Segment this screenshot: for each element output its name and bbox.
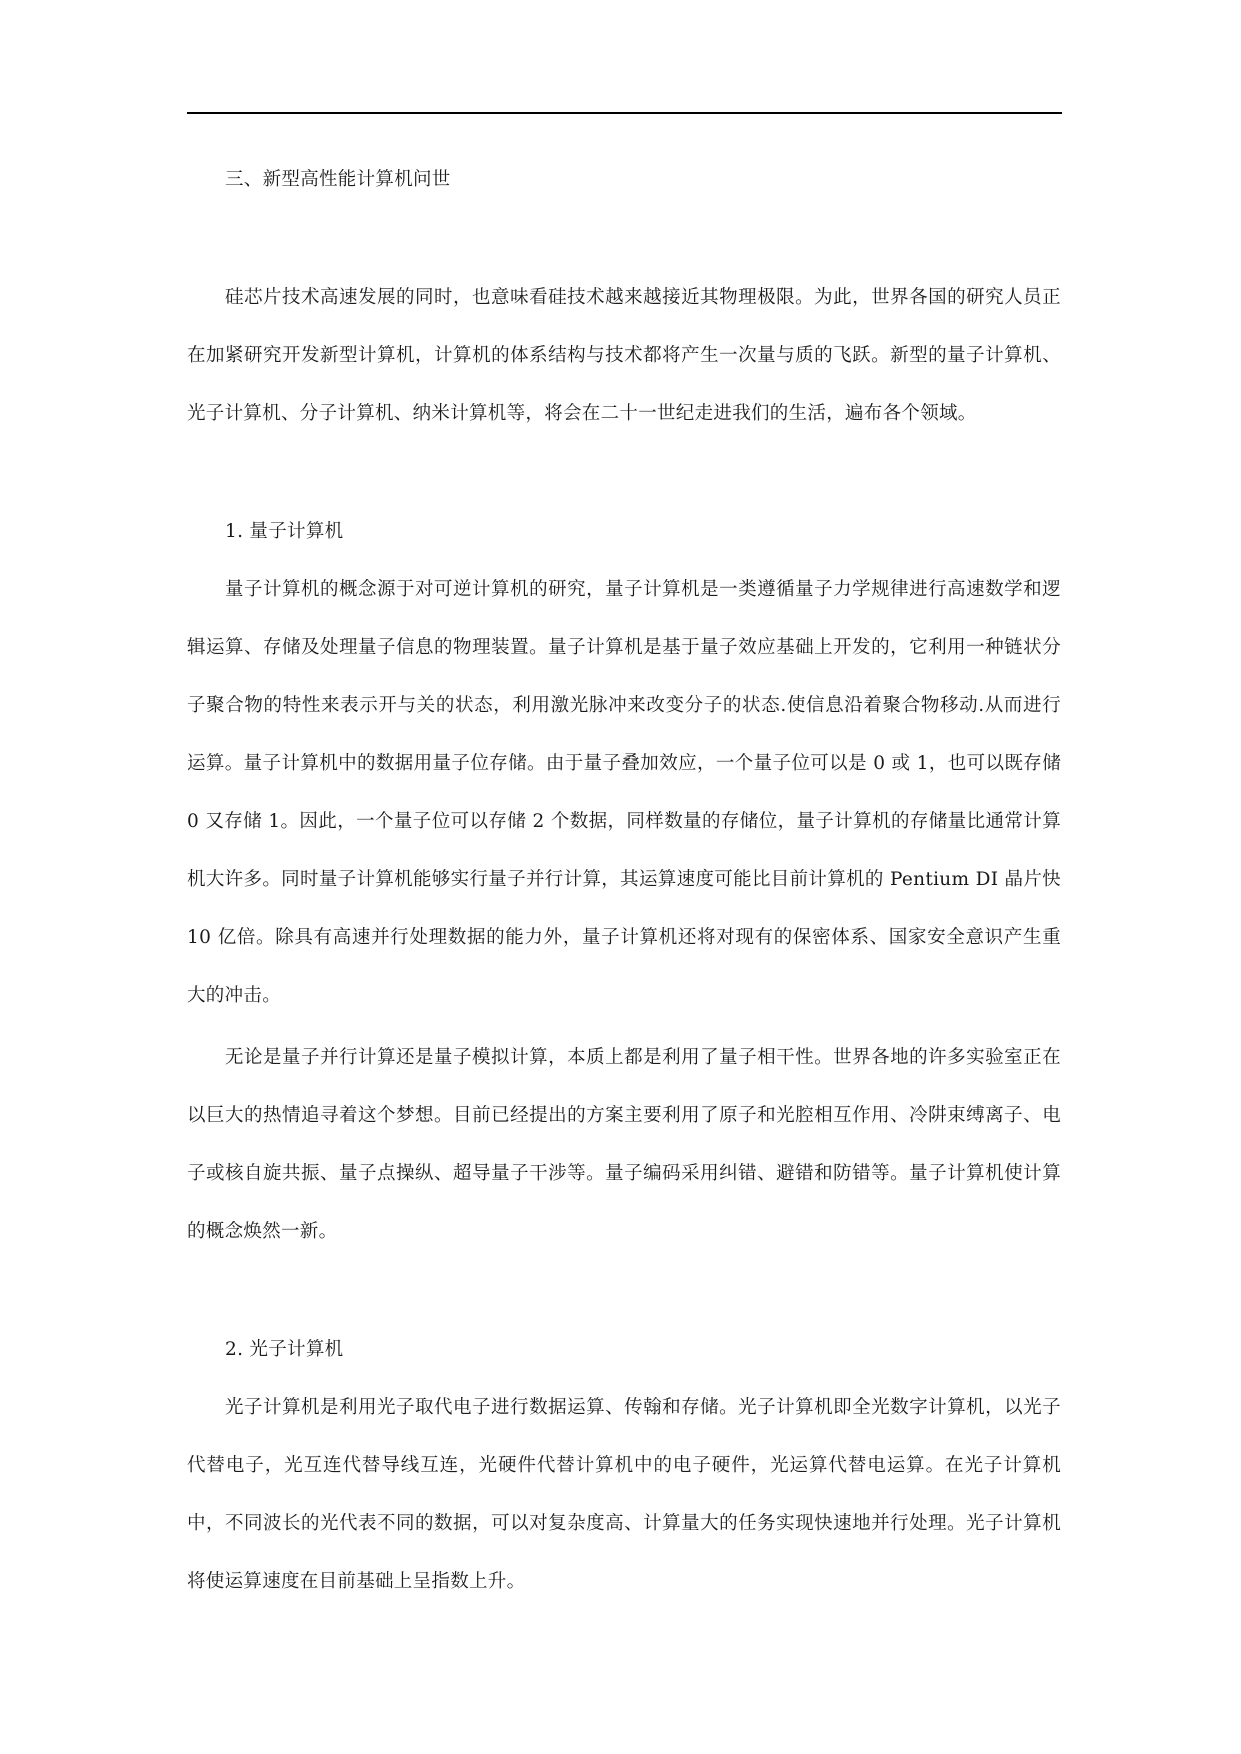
subsection-1-paragraph-2: 无论是量子并行计算还是量子模拟计算，本质上都是利用了量子相干性。世界各地的许多实验室正在以巨大的热情追寻着这个梦想。目前已经提出的方案主要利用了原子和光腔相互作用、冷阱束缚离子、电子或核自旋共振、量子点操纵、超导量子干涉等。量子编码采用纠错、避错和防错等。量子计算机使计算的概念焕然一新。 xyxy=(187,1047,1061,1242)
subsection-2-paragraph-1: 光子计算机是利用光子取代电子进行数据运算、传翰和存储。光子计算机即全光数字计算机，以光子代替电子，光互连代替导线互连，光硬件代替计算机中的电子硬件，光运算代替电运算。在光子计算机中，不同波长的光代表不同的数据，可以对复杂度高、计算量大的任务实现快速地并行处理。光子计算机将使运算速度在目前基础上呈指数上升。 xyxy=(187,1397,1061,1592)
subsection-1-title: 1. 量子计算机 xyxy=(225,521,344,542)
header-rule xyxy=(187,112,1062,114)
subsection-2-title: 2. 光子计算机 xyxy=(225,1339,344,1360)
section-heading: 三、新型高性能计算机问世 xyxy=(225,169,451,190)
intro-paragraph: 硅芯片技术高速发展的同时，也意味看硅技术越来越接近其物理极限。为此，世界各国的研究人员正在加紧研究开发新型计算机，计算机的体系结构与技术都将产生一次量与质的飞跃。新型的量子计算机、光子计算机、分子计算机、纳米计算机等，将会在二十一世纪走进我们的生活，遍布各个领域。 xyxy=(187,287,1061,424)
subsection-1-paragraph-1: 量子计算机的概念源于对可逆计算机的研究，量子计算机是一类遵循量子力学规律进行高速数学和逻辑运算、存储及处理量子信息的物理装置。量子计算机是基于量子效应基础上开发的，它利用一种链状分子聚合物的特性来表示开与关的状态，利用激光脉冲来改变分子的状态.使信息沿着聚合物移动.从而进行运算。量子计算机中的数据用量子位存储。由于量子叠加效应，一个量子位可以是 0 或 1，也可以既存储 0 又存储 1。因此，一个量子位可以存储 2 个数据，同样数量的存储位，量子计算机的存储量比通常计算机大许多。同时量子计算机能够实行量子并行计算，其运算速度可能比目前计算机的 Pentium DI 晶片快 10 亿倍。除具有高速并行处理数据的能力外，量子计算机还将对现有的保密体系、国家安全意识产生重大的冲击。 xyxy=(187,579,1061,1006)
